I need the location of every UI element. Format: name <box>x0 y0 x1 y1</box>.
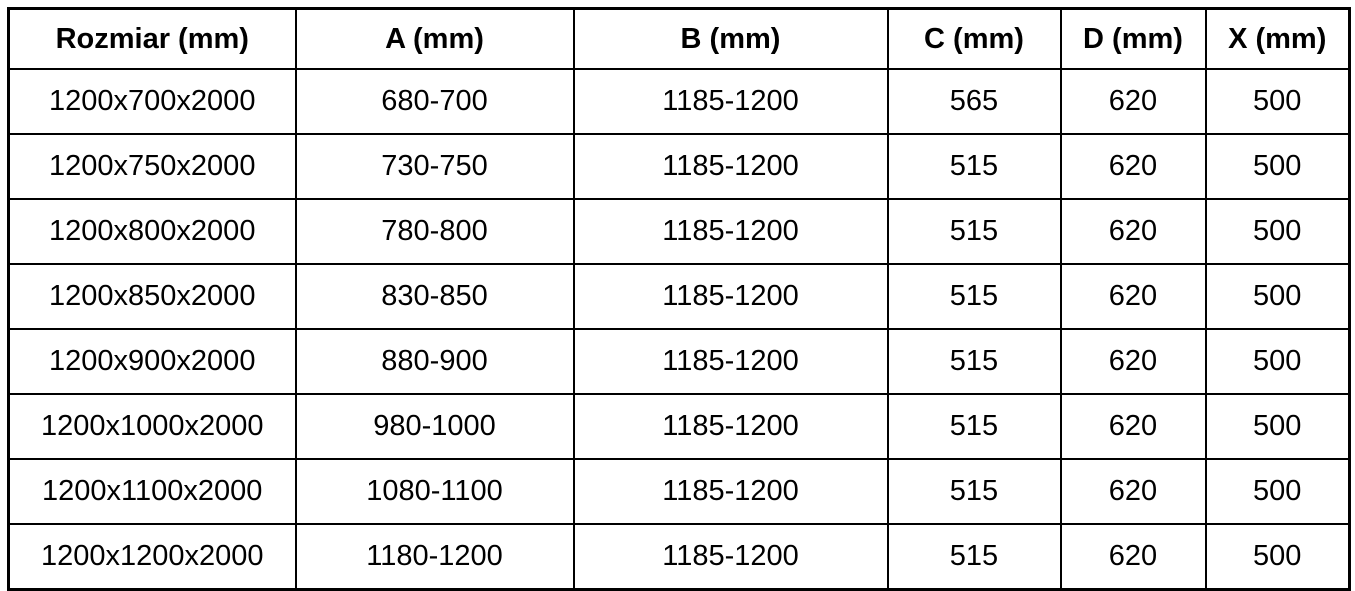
column-header: A (mm) <box>296 9 574 70</box>
table-cell: 1185-1200 <box>574 329 888 394</box>
table-row <box>9 524 1350 590</box>
table-cell: 1200x750x2000 <box>9 134 296 199</box>
table-row <box>9 264 1350 329</box>
table-cell: 1200x700x2000 <box>9 69 296 134</box>
table-row <box>9 329 1350 394</box>
table-cell: 980-1000 <box>296 394 574 459</box>
table-cell: 620 <box>1061 329 1206 394</box>
table-cell: 1185-1200 <box>574 199 888 264</box>
table-row <box>9 459 1350 524</box>
table-cell: 515 <box>888 134 1061 199</box>
table-cell: 680-700 <box>296 69 574 134</box>
table-row <box>9 134 1350 199</box>
table-cell: 1185-1200 <box>574 459 888 524</box>
table-cell: 620 <box>1061 459 1206 524</box>
table-cell: 1185-1200 <box>574 69 888 134</box>
table-cell: 620 <box>1061 69 1206 134</box>
table-cell: 515 <box>888 329 1061 394</box>
table-cell: 1185-1200 <box>574 394 888 459</box>
table-cell: 620 <box>1061 134 1206 199</box>
table-cell: 500 <box>1206 264 1350 329</box>
table-cell: 500 <box>1206 524 1350 590</box>
table-cell: 500 <box>1206 134 1350 199</box>
table-cell: 500 <box>1206 459 1350 524</box>
table-cell: 1180-1200 <box>296 524 574 590</box>
table-row <box>9 394 1350 459</box>
table-header-row <box>9 9 1350 70</box>
table-cell: 515 <box>888 459 1061 524</box>
table-row <box>9 199 1350 264</box>
table-cell: 880-900 <box>296 329 574 394</box>
size-spec-table <box>7 7 1351 591</box>
table-cell: 1200x1100x2000 <box>9 459 296 524</box>
table-cell: 500 <box>1206 329 1350 394</box>
column-header: X (mm) <box>1206 9 1350 70</box>
table-cell: 620 <box>1061 394 1206 459</box>
table-row <box>9 69 1350 134</box>
table-cell: 620 <box>1061 524 1206 590</box>
column-header: B (mm) <box>574 9 888 70</box>
table-cell: 515 <box>888 264 1061 329</box>
table-cell: 1200x850x2000 <box>9 264 296 329</box>
table-cell: 730-750 <box>296 134 574 199</box>
table-cell: 500 <box>1206 394 1350 459</box>
table-cell: 780-800 <box>296 199 574 264</box>
table-cell: 565 <box>888 69 1061 134</box>
table-cell: 1185-1200 <box>574 524 888 590</box>
table-cell: 1200x800x2000 <box>9 199 296 264</box>
table-cell: 515 <box>888 199 1061 264</box>
table-cell: 515 <box>888 394 1061 459</box>
table-cell: 1200x1200x2000 <box>9 524 296 590</box>
column-header: C (mm) <box>888 9 1061 70</box>
table-cell: 620 <box>1061 199 1206 264</box>
column-header: D (mm) <box>1061 9 1206 70</box>
table-cell: 515 <box>888 524 1061 590</box>
table-body <box>9 69 1350 590</box>
table-cell: 1200x1000x2000 <box>9 394 296 459</box>
table-cell: 500 <box>1206 199 1350 264</box>
table-cell: 1185-1200 <box>574 134 888 199</box>
table-cell: 830-850 <box>296 264 574 329</box>
table-cell: 620 <box>1061 264 1206 329</box>
table-cell: 1200x900x2000 <box>9 329 296 394</box>
table-cell: 500 <box>1206 69 1350 134</box>
table-cell: 1080-1100 <box>296 459 574 524</box>
column-header: Rozmiar (mm) <box>9 9 296 70</box>
table-cell: 1185-1200 <box>574 264 888 329</box>
